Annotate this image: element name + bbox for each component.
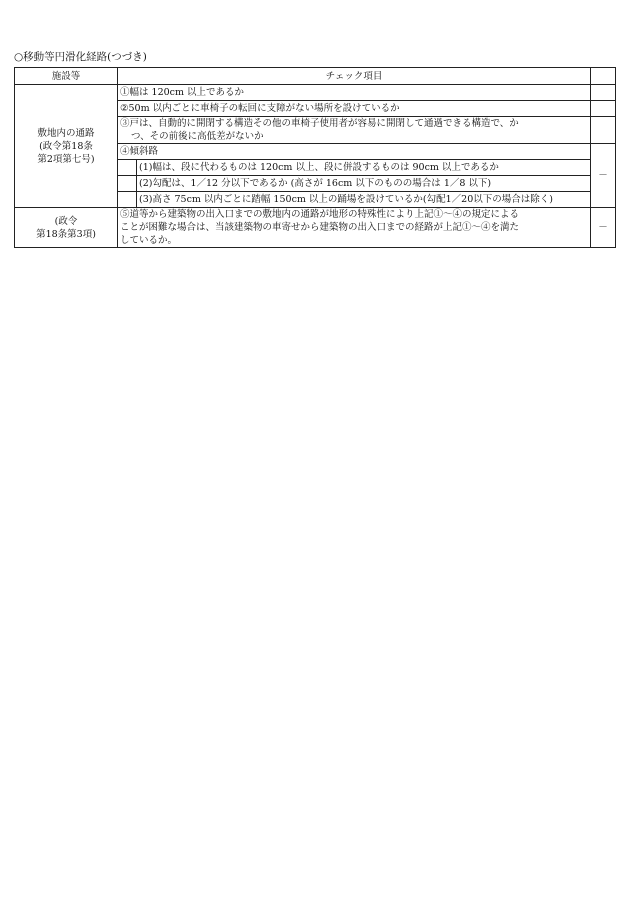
checklist-table [14,67,616,248]
table-row [15,208,616,248]
facility-cell-exception [15,208,118,248]
header-check-items: チェック項目 [118,68,591,85]
check-mark-1 [591,85,616,101]
check-item-2: ②50m 以内ごとに車椅子の転回に支障がない場所を設けているか [118,101,591,117]
facility-reference-line2: 第18条第3項) [36,228,96,240]
facility-reference-line1: (政令第18条 [39,140,93,152]
check-item-3 [118,117,591,144]
check-mark-2 [591,101,616,117]
check-item-5 [118,208,591,248]
facility-name: 敷地内の通路 [37,127,95,139]
table-row [15,85,616,101]
check-item-5-line2: ことが困難な場合は、当該建築物の車寄せから建築物の出入口までの経路が上記①～④を満た [120,222,520,233]
facility-reference-line2: 第2項第七号) [37,153,95,165]
check-mark-3 [591,117,616,144]
check-item-4-sub-2 [118,176,591,192]
check-item-3-line2: つ、その前後に高低差がないか [131,131,264,142]
check-item-4: ④傾斜路 [118,144,591,160]
check-item-4-sub-3 [118,192,591,208]
table-header-row [15,68,616,85]
check-item-5-line3: しているか。 [120,235,178,246]
header-mark [591,68,616,85]
sub-item-text: (1)幅は、段に代わるものは 120cm 以上、段に併設するものは 90cm 以上であるか [136,160,588,175]
check-item-3-line1: ③戸は、自動的に開閉する構造その他の車椅子使用者が容易に開閉して通過できる構造で、か [120,118,519,129]
check-mark-5: － [591,208,616,248]
check-item-4-sub-1 [118,160,591,176]
check-item-1: ①幅は 120cm 以上であるか [118,85,591,101]
header-facility: 施設等 [15,68,118,85]
check-mark-4: － [591,144,616,208]
check-item-5-line1: ⑤道等から建築物の出入口までの敷地内の通路が地形の特殊性により上記①～④の規定による [120,209,520,220]
facility-cell-site-path [15,85,118,208]
sub-item-text: (2)勾配は、1／12 分以下であるか (高さが 16cm 以下のものの場合は 1／8 以下) [136,176,588,191]
section-title: ○移動等円滑化経路(つづき) [14,51,147,63]
sub-item-text: (3)高さ 75cm 以内ごとに踏幅 150cm 以上の踊場を設けているか(勾配1／20以下の場合は除く) [136,192,588,207]
facility-reference-line1: (政令 [54,215,78,227]
